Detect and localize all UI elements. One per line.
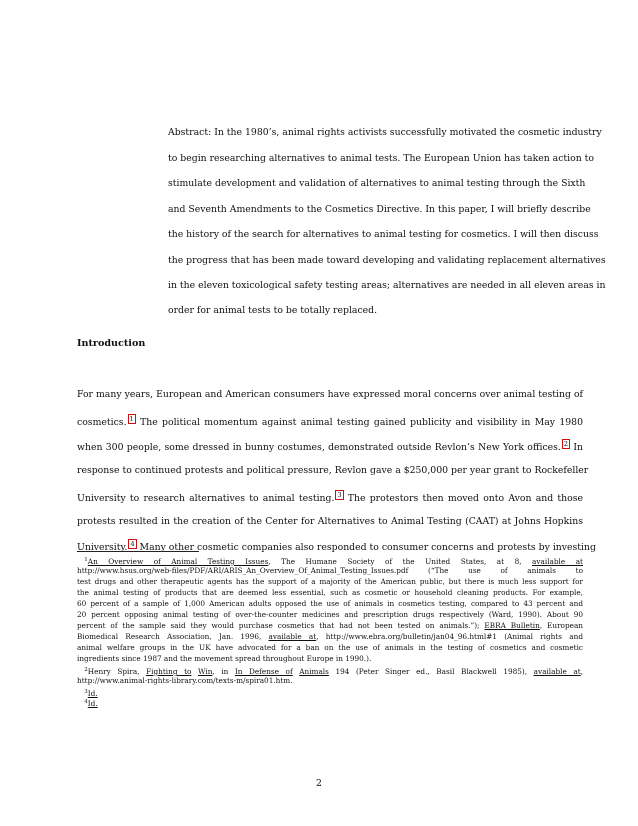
abstract-line: to begin researching alternatives to animal tests. The European Union has taken action to <box>168 153 594 164</box>
footnote-link-4[interactable]: 4 <box>130 540 135 548</box>
footnote-text: In Defense of <box>234 667 293 676</box>
footnote-link-1[interactable]: 1 <box>129 415 134 423</box>
footnote-text: Id. <box>87 689 98 698</box>
footnote-text: Win <box>197 667 213 676</box>
abstract-line: in the eleven toxicological safety testing areas; alternatives are needed in all eleven areas in <box>168 280 606 291</box>
footnote-line: http://www.animal-rights-library.com/texts-m/spira01.htm. <box>77 676 293 685</box>
body-text: cosmetics. <box>77 417 127 428</box>
footnote-line: animal welfare groups in the UK have advocated for a ban on the use of animals in the testing of cosmetics and cosmetic <box>77 643 583 652</box>
body-text: Many other cosmetic companies also responded to consumer concerns and protests by investing <box>136 542 596 553</box>
footnote-divider <box>77 551 199 552</box>
footnote-text: , European <box>539 621 583 630</box>
footnote-line <box>77 621 583 631</box>
footnote-text: available at <box>268 632 317 641</box>
footnote-mark: 1 <box>84 557 88 563</box>
footnote-text <box>191 667 198 676</box>
abstract-line: the progress that has been made toward developing and validating replacement alternatives <box>168 255 606 266</box>
abstract-line: stimulate development and validation of alternatives to animal testing through the Sixth <box>168 178 586 189</box>
footnote-text: , <box>580 667 583 676</box>
page-number: 2 <box>316 778 322 789</box>
section-heading: Introduction <box>77 338 146 349</box>
abstract-line: Abstract: In the 1980’s, animal rights activists successfully motivated the cosmetic industry <box>168 127 602 138</box>
body-text: The political momentum against animal testing gained publicity and visibility in May 1980 <box>135 417 583 428</box>
footnote-text: Henry Spira, <box>87 667 147 676</box>
body-line: protests resulted in the creation of the Center for Alternatives to Animal Testing (CAAT) at Johns Hopkins <box>77 516 583 527</box>
footnote-text: available at <box>533 667 581 676</box>
footnote-text: 194 (Peter Singer ed., Basil Blackwell 1985), <box>328 667 534 676</box>
footnote-line <box>77 632 583 642</box>
abstract-line: and Seventh Amendments to the Cosmetics Directive. In this paper, I will briefly describe <box>168 204 591 215</box>
footnote-text: , in <box>212 667 235 676</box>
footnote-title: An Overview of Animal Testing Issues <box>87 557 269 566</box>
body-line <box>77 490 583 505</box>
body-line <box>77 439 583 454</box>
footnote-text: Id. <box>87 699 98 708</box>
abstract-line: the history of the search for alternatives to animal testing for cosmetics. I will then discuss <box>168 229 599 240</box>
abstract-line: order for animal tests to be totally replaced. <box>168 305 378 316</box>
footnote-line: http://www.hsus.org/web-files/PDF/ARI/ARIS_An_Overview_Of_Animal_Testing_Issues.pdf (“The use of animals to <box>77 566 583 575</box>
footnote-text: Fighting to <box>146 667 192 676</box>
footnote-text: Animals <box>299 667 329 676</box>
footnote-line: ingredients since 1987 and the movement spread throughout Europe in 1990.). <box>77 654 372 663</box>
footnote-text: percent of the sample said they would purchase cosmetics that had not been tested on animals.”); <box>77 621 485 630</box>
footnote-link-3[interactable]: 3 <box>337 491 342 499</box>
footnote-text: Biomedical Research Association, Jan. 1996, <box>77 632 269 641</box>
body-line: response to continued protests and political pressure, Revlon gave a $250,000 per year grant to Rockefeller <box>77 465 589 476</box>
footnote-mark: 2 <box>84 667 88 673</box>
footnote-text: , The Humane Society of the United States, at 8, <box>268 557 533 566</box>
body-text: when 300 people, some dressed in bunny costumes, demonstrated outside Revlon’s New York offices. <box>77 442 561 453</box>
footnote-mark: 3 <box>84 689 88 695</box>
footnote-line: the animal testing of products that are deemed less essential, such as cosmetic or household cleaning products. For example, <box>77 588 583 597</box>
footnote-line: test drugs and other therapeutic agents has the support of a majority of the American public, but there is much less support for <box>77 577 583 586</box>
footnote-link-2[interactable]: 2 <box>563 440 569 448</box>
body-text: University. <box>77 542 128 553</box>
footnote-line: 20 percent opposing animal testing of over-the-counter medicines and prescription drugs respectively (Ward, 1990). About 90 <box>77 610 583 619</box>
body-text: In <box>570 442 583 453</box>
body-text: University to research alternatives to animal testing. <box>77 493 335 504</box>
body-text: The protestors then moved onto Avon and those <box>343 493 583 504</box>
footnote-4 <box>77 697 583 709</box>
footnote-text: available at <box>532 557 583 566</box>
footnote-line: 60 percent of a sample of 1,000 American adults opposed the use of animals in cosmetics testing, compared to 43 percent and <box>77 599 583 608</box>
body-line: For many years, European and American consumers have expressed moral concerns over animal testing of <box>77 389 583 400</box>
footnote-text: EBRA Bulletin <box>484 621 540 630</box>
body-line <box>77 414 583 429</box>
footnote-text: , http://www.ebra.org/bulletin/jan04_96.html#1 (Animal rights and <box>316 632 583 641</box>
footnote-mark: 4 <box>84 699 88 705</box>
